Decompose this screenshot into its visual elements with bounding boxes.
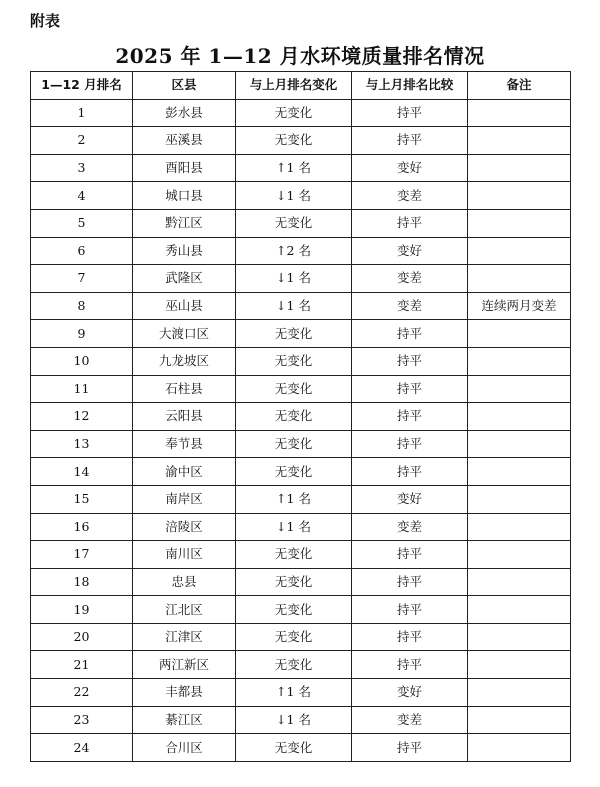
change-cell: 无变化 bbox=[236, 375, 352, 403]
change-cell: 无变化 bbox=[236, 99, 352, 127]
ranking-table bbox=[30, 71, 571, 762]
table-row bbox=[31, 237, 571, 265]
note-cell bbox=[468, 679, 571, 707]
change-cell: ↑1 名 bbox=[236, 679, 352, 707]
column-header-compare: 与上月排名比较 bbox=[352, 72, 468, 100]
rank-cell: 14 bbox=[31, 458, 133, 486]
table-row bbox=[31, 541, 571, 569]
district-cell: 九龙坡区 bbox=[133, 347, 236, 375]
note-cell bbox=[468, 99, 571, 127]
compare-cell: 持平 bbox=[352, 127, 468, 155]
table-row bbox=[31, 320, 571, 348]
change-cell: 无变化 bbox=[236, 623, 352, 651]
compare-cell: 持平 bbox=[352, 209, 468, 237]
district-cell: 奉节县 bbox=[133, 430, 236, 458]
note-cell bbox=[468, 734, 571, 762]
district-cell: 彭水县 bbox=[133, 99, 236, 127]
compare-cell: 持平 bbox=[352, 623, 468, 651]
rank-cell: 9 bbox=[31, 320, 133, 348]
district-cell: 渝中区 bbox=[133, 458, 236, 486]
district-cell: 巫溪县 bbox=[133, 127, 236, 155]
change-cell: ↓1 名 bbox=[236, 292, 352, 320]
table-body bbox=[31, 99, 571, 761]
compare-cell: 变差 bbox=[352, 182, 468, 210]
note-cell bbox=[468, 568, 571, 596]
note-cell bbox=[468, 347, 571, 375]
change-cell: 无变化 bbox=[236, 596, 352, 624]
change-cell: ↑2 名 bbox=[236, 237, 352, 265]
district-cell: 酉阳县 bbox=[133, 154, 236, 182]
table-row bbox=[31, 347, 571, 375]
compare-cell: 变差 bbox=[352, 292, 468, 320]
rank-cell: 17 bbox=[31, 541, 133, 569]
rank-cell: 12 bbox=[31, 403, 133, 431]
compare-cell: 变差 bbox=[352, 265, 468, 293]
page-title: 2025 年 1—12 月水环境质量排名情况 bbox=[115, 44, 485, 68]
table-row bbox=[31, 734, 571, 762]
compare-cell: 持平 bbox=[352, 596, 468, 624]
change-cell: ↓1 名 bbox=[236, 265, 352, 293]
change-cell: 无变化 bbox=[236, 458, 352, 486]
rank-cell: 22 bbox=[31, 679, 133, 707]
note-cell bbox=[468, 320, 571, 348]
table-row bbox=[31, 458, 571, 486]
rank-cell: 24 bbox=[31, 734, 133, 762]
table-row bbox=[31, 706, 571, 734]
district-cell: 丰都县 bbox=[133, 679, 236, 707]
rank-cell: 8 bbox=[31, 292, 133, 320]
table-row bbox=[31, 403, 571, 431]
compare-cell: 持平 bbox=[352, 458, 468, 486]
rank-cell: 3 bbox=[31, 154, 133, 182]
change-cell: 无变化 bbox=[236, 127, 352, 155]
note-cell bbox=[468, 375, 571, 403]
compare-cell: 持平 bbox=[352, 403, 468, 431]
district-cell: 城口县 bbox=[133, 182, 236, 210]
note-cell bbox=[468, 127, 571, 155]
note-cell bbox=[468, 182, 571, 210]
rank-cell: 21 bbox=[31, 651, 133, 679]
compare-cell: 变好 bbox=[352, 154, 468, 182]
column-header-district: 区县 bbox=[133, 72, 236, 100]
note-cell bbox=[468, 485, 571, 513]
compare-cell: 持平 bbox=[352, 347, 468, 375]
table-row bbox=[31, 99, 571, 127]
change-cell: ↑1 名 bbox=[236, 154, 352, 182]
rank-cell: 23 bbox=[31, 706, 133, 734]
district-cell: 南岸区 bbox=[133, 485, 236, 513]
rank-cell: 11 bbox=[31, 375, 133, 403]
district-cell: 江北区 bbox=[133, 596, 236, 624]
table-row bbox=[31, 623, 571, 651]
rank-cell: 20 bbox=[31, 623, 133, 651]
compare-cell: 变好 bbox=[352, 485, 468, 513]
table-row bbox=[31, 265, 571, 293]
note-cell bbox=[468, 513, 571, 541]
note-cell bbox=[468, 706, 571, 734]
table-row bbox=[31, 596, 571, 624]
change-cell: 无变化 bbox=[236, 320, 352, 348]
rank-cell: 13 bbox=[31, 430, 133, 458]
table-row bbox=[31, 651, 571, 679]
column-header-change: 与上月排名变化 bbox=[236, 72, 352, 100]
district-cell: 两江新区 bbox=[133, 651, 236, 679]
note-cell bbox=[468, 265, 571, 293]
note-cell bbox=[468, 458, 571, 486]
district-cell: 南川区 bbox=[133, 541, 236, 569]
change-cell: 无变化 bbox=[236, 541, 352, 569]
table-row bbox=[31, 679, 571, 707]
table-row bbox=[31, 292, 571, 320]
compare-cell: 持平 bbox=[352, 651, 468, 679]
note-cell bbox=[468, 596, 571, 624]
column-header-note: 备注 bbox=[468, 72, 571, 100]
change-cell: 无变化 bbox=[236, 568, 352, 596]
column-header-rank: 1—12 月排名 bbox=[31, 72, 133, 100]
note-cell bbox=[468, 430, 571, 458]
district-cell: 忠县 bbox=[133, 568, 236, 596]
note-cell: 连续两月变差 bbox=[468, 292, 571, 320]
compare-cell: 持平 bbox=[352, 541, 468, 569]
rank-cell: 2 bbox=[31, 127, 133, 155]
compare-cell: 持平 bbox=[352, 375, 468, 403]
rank-cell: 4 bbox=[31, 182, 133, 210]
rank-cell: 10 bbox=[31, 347, 133, 375]
change-cell: 无变化 bbox=[236, 347, 352, 375]
table-row bbox=[31, 127, 571, 155]
district-cell: 合川区 bbox=[133, 734, 236, 762]
change-cell: ↑1 名 bbox=[236, 485, 352, 513]
change-cell: ↓1 名 bbox=[236, 182, 352, 210]
compare-cell: 持平 bbox=[352, 320, 468, 348]
rank-cell: 19 bbox=[31, 596, 133, 624]
rank-cell: 15 bbox=[31, 485, 133, 513]
compare-cell: 变差 bbox=[352, 706, 468, 734]
change-cell: 无变化 bbox=[236, 403, 352, 431]
rank-cell: 5 bbox=[31, 209, 133, 237]
district-cell: 大渡口区 bbox=[133, 320, 236, 348]
district-cell: 黔江区 bbox=[133, 209, 236, 237]
compare-cell: 变好 bbox=[352, 237, 468, 265]
compare-cell: 持平 bbox=[352, 568, 468, 596]
compare-cell: 持平 bbox=[352, 430, 468, 458]
table-row bbox=[31, 182, 571, 210]
note-cell bbox=[468, 237, 571, 265]
attachment-label: 附表 bbox=[30, 12, 61, 30]
table-row bbox=[31, 209, 571, 237]
table-row bbox=[31, 513, 571, 541]
district-cell: 巫山县 bbox=[133, 292, 236, 320]
compare-cell: 变好 bbox=[352, 679, 468, 707]
rank-cell: 6 bbox=[31, 237, 133, 265]
change-cell: 无变化 bbox=[236, 651, 352, 679]
note-cell bbox=[468, 403, 571, 431]
change-cell: ↓1 名 bbox=[236, 513, 352, 541]
note-cell bbox=[468, 209, 571, 237]
compare-cell: 持平 bbox=[352, 734, 468, 762]
table-row bbox=[31, 430, 571, 458]
rank-cell: 16 bbox=[31, 513, 133, 541]
district-cell: 石柱县 bbox=[133, 375, 236, 403]
rank-cell: 1 bbox=[31, 99, 133, 127]
table-row bbox=[31, 568, 571, 596]
district-cell: 秀山县 bbox=[133, 237, 236, 265]
change-cell: 无变化 bbox=[236, 430, 352, 458]
change-cell: 无变化 bbox=[236, 209, 352, 237]
compare-cell: 变差 bbox=[352, 513, 468, 541]
district-cell: 江津区 bbox=[133, 623, 236, 651]
note-cell bbox=[468, 541, 571, 569]
change-cell: ↓1 名 bbox=[236, 706, 352, 734]
district-cell: 武隆区 bbox=[133, 265, 236, 293]
table-row bbox=[31, 375, 571, 403]
change-cell: 无变化 bbox=[236, 734, 352, 762]
rank-cell: 18 bbox=[31, 568, 133, 596]
district-cell: 綦江区 bbox=[133, 706, 236, 734]
table-header-row bbox=[31, 72, 571, 100]
note-cell bbox=[468, 154, 571, 182]
note-cell bbox=[468, 651, 571, 679]
table-row bbox=[31, 154, 571, 182]
district-cell: 云阳县 bbox=[133, 403, 236, 431]
note-cell bbox=[468, 623, 571, 651]
compare-cell: 持平 bbox=[352, 99, 468, 127]
district-cell: 涪陵区 bbox=[133, 513, 236, 541]
rank-cell: 7 bbox=[31, 265, 133, 293]
table-row bbox=[31, 485, 571, 513]
